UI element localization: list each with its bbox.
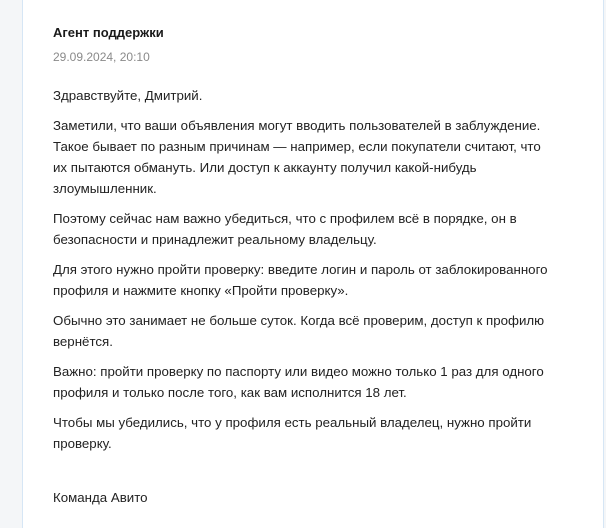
sender-name: Агент поддержки [53, 25, 164, 40]
message-body [53, 85, 573, 454]
message-paragraph-greeting: Здравствуйте, Дмитрий. [53, 88, 203, 103]
message-signature: Команда Авито [53, 490, 148, 505]
message-paragraph: Поэтому сейчас нам важно убедиться, что с профилем всё в порядке, он в безопасности и принадлежит реальному владельцу. [53, 211, 517, 247]
message-paragraph: Чтобы мы убедились, что у профиля есть реальный владелец, нужно пройти проверку. [53, 415, 532, 451]
message-paragraph: Заметили, что ваши объявления могут вводить пользователей в заблуждение. Такое бывает по разным причинам — например, если покупатели считают, что их пытаются обмануть. Или доступ к аккаунту получил какой-нибудь злоумышленник. [53, 118, 541, 196]
message-timestamp: 29.09.2024, 20:10 [53, 50, 150, 64]
support-message [22, 0, 604, 528]
message-paragraph: Обычно это занимает не больше суток. Когда всё проверим, доступ к профилю вернётся. [53, 313, 545, 349]
message-paragraph: Для этого нужно пройти проверку: введите логин и пароль от заблокированного профиля и нажмите кнопку «Пройти проверку». [53, 262, 548, 298]
message-paragraph: Важно: пройти проверку по паспорту или видео можно только 1 раз для одного профиля и только после того, как вам исполнится 18 лет. [53, 364, 544, 400]
